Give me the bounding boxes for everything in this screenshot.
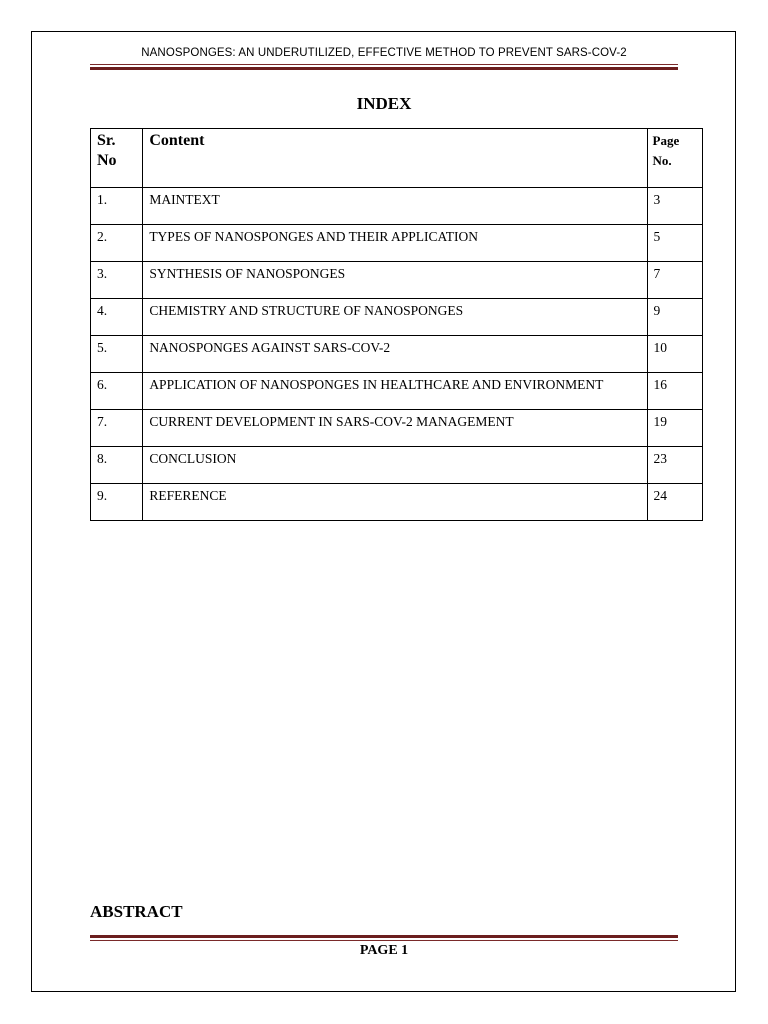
row-sr-no: 4.: [91, 299, 143, 336]
abstract-heading: ABSTRACT: [90, 902, 183, 921]
row-sr-no: 8.: [91, 447, 143, 484]
row-sr-no: 1.: [91, 188, 143, 225]
table-row: [91, 188, 703, 225]
table-row: [91, 336, 703, 373]
row-content: MAINTEXT: [143, 188, 647, 225]
page-number: PAGE 1: [359, 943, 409, 958]
row-page-no: 23: [647, 447, 703, 484]
row-page-no: 19: [647, 410, 703, 447]
footer-rule-thin: [90, 940, 678, 941]
table-row: [91, 447, 703, 484]
row-page-no: 24: [647, 484, 703, 521]
row-page-no: 3: [647, 188, 703, 225]
header-rule-thick: [90, 67, 678, 70]
column-header-page-line2: No.: [652, 153, 672, 168]
column-header-page-line1: Page: [652, 133, 680, 148]
column-header-content: Content: [143, 129, 647, 188]
column-header-sr-line2: No: [97, 152, 117, 169]
table-row: [91, 299, 703, 336]
table-body: [91, 188, 703, 521]
row-content: CURRENT DEVELOPMENT IN SARS-COV-2 MANAGEMENT: [143, 410, 647, 447]
row-content: CONCLUSION: [143, 447, 647, 484]
table-row: [91, 262, 703, 299]
column-header-sr-line1: Sr.: [97, 132, 116, 149]
index-table: [90, 128, 703, 521]
table-row: [91, 484, 703, 521]
table-row: [91, 410, 703, 447]
row-page-no: 10: [647, 336, 703, 373]
row-content: REFERENCE: [143, 484, 647, 521]
table-header-row: [91, 129, 703, 188]
index-title: INDEX: [356, 94, 412, 113]
row-page-no: 5: [647, 225, 703, 262]
row-sr-no: 5.: [91, 336, 143, 373]
row-content: NANOSPONGES AGAINST SARS-COV-2: [143, 336, 647, 373]
column-header-sr-no: [91, 129, 143, 188]
row-page-no: 9: [647, 299, 703, 336]
header-rule-thin: [90, 64, 678, 65]
row-page-no: 16: [647, 373, 703, 410]
row-page-no: 7: [647, 262, 703, 299]
row-sr-no: 7.: [91, 410, 143, 447]
footer-rule-thick: [90, 935, 678, 938]
row-content: TYPES OF NANOSPONGES AND THEIR APPLICATION: [143, 225, 647, 262]
table-row: [91, 373, 703, 410]
row-sr-no: 9.: [91, 484, 143, 521]
row-sr-no: 6.: [91, 373, 143, 410]
column-header-page-no: [647, 129, 703, 188]
running-header: NANOSPONGES: AN UNDERUTILIZED, EFFECTIVE METHOD TO PREVENT SARS-COV-2: [141, 47, 627, 59]
row-sr-no: 3.: [91, 262, 143, 299]
row-content: SYNTHESIS OF NANOSPONGES: [143, 262, 647, 299]
row-content: APPLICATION OF NANOSPONGES IN HEALTHCARE AND ENVIRONMENT: [143, 373, 647, 410]
table-row: [91, 225, 703, 262]
row-content: CHEMISTRY AND STRUCTURE OF NANOSPONGES: [143, 299, 647, 336]
row-sr-no: 2.: [91, 225, 143, 262]
